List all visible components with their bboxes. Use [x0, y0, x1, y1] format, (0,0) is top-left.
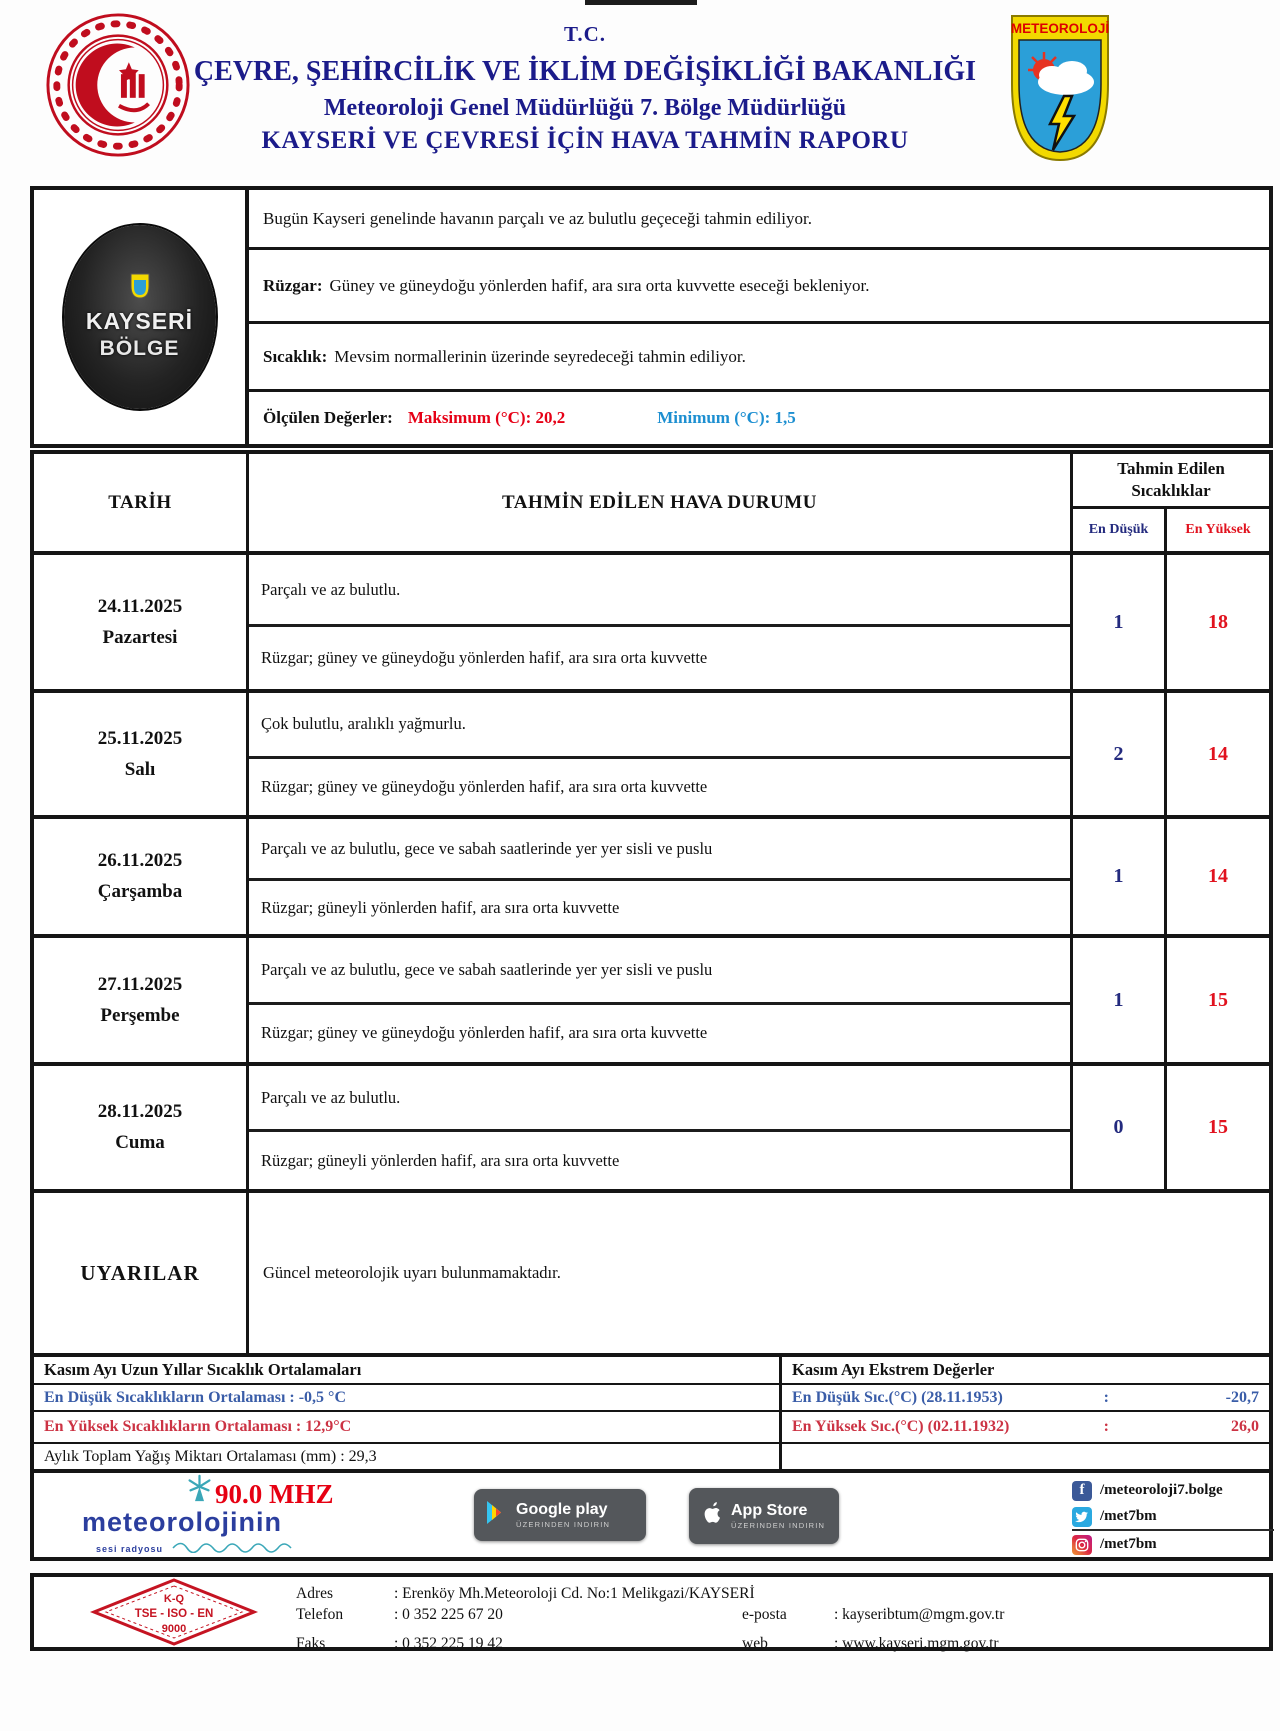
- wind-text: Güney ve güneydoğu yönlerden hafif, ara sıra orta kuvvette eseceği bekleniyor.: [329, 275, 870, 295]
- wind-label: Rüzgar:: [263, 275, 323, 295]
- row-date-cell: [34, 693, 249, 815]
- statistics-section: [30, 1353, 1273, 1473]
- row-day: Pazartesi: [102, 626, 178, 648]
- row-min-temp: 1: [1073, 819, 1167, 934]
- row-max-temp: 14: [1208, 865, 1228, 887]
- column-header-temps: [1073, 454, 1269, 551]
- phone-label: Telefon: [296, 1606, 344, 1623]
- row-max-temp: 14: [1208, 742, 1228, 765]
- stats-avg-high: En Yüksek Sıcaklıkların Ortalaması : 12,9°C: [34, 1410, 779, 1442]
- warnings-label: UYARILAR: [34, 1193, 249, 1353]
- kayseri-region-badge: [64, 225, 216, 409]
- forecast-table: [30, 450, 1273, 1357]
- twitter-row: [1072, 1504, 1274, 1531]
- row-wind-text: Rüzgar; güneyli yönlerden hafif, ara sıra orta kuvvette: [261, 897, 620, 917]
- row-date: 28.11.2025: [97, 1101, 183, 1122]
- tse-mid-text: TSE - ISO - EN: [134, 1608, 214, 1620]
- contact-details: [296, 1583, 1261, 1654]
- radio-logo: [82, 1476, 402, 1558]
- stats-avg-rain: Aylık Toplam Yağış Miktarı Ortalaması (mm) : 29,3: [34, 1442, 779, 1469]
- facebook-icon: f: [1072, 1481, 1092, 1501]
- government-emblem-icon: [44, 10, 192, 160]
- forecast-header-row: [34, 454, 1269, 551]
- instagram-icon: [1072, 1535, 1092, 1555]
- stats-empty-cell: [782, 1442, 1269, 1469]
- column-header-min: En Düşük: [1073, 509, 1167, 551]
- stats-right-column: [782, 1357, 1269, 1469]
- row-weather-text: Parçalı ve az bulutlu, gece ve sabah saatlerinde yer yer sisli ve puslu: [249, 938, 1070, 1005]
- app-store-badge: [689, 1488, 839, 1544]
- tse-certification-icon: [86, 1578, 262, 1646]
- summary-section: [30, 186, 1273, 448]
- email-label: e-posta: [742, 1606, 787, 1623]
- table-row: [34, 551, 1269, 689]
- column-header-max: En Yüksek: [1185, 522, 1251, 537]
- row-day: Çarşamba: [97, 881, 183, 902]
- row-weather-text: Parçalı ve az bulutlu.: [249, 555, 1070, 627]
- region-shield-icon: [130, 273, 150, 304]
- twitter-icon: [1072, 1507, 1092, 1527]
- column-header-temps-sub: [1073, 509, 1269, 551]
- app-store-subtitle: ÜZERINDEN INDIRIN: [731, 1521, 826, 1531]
- row-wind-text: Rüzgar; güney ve güneydoğu yönlerden hafif, ara sıra orta kuvvette: [261, 1023, 708, 1043]
- contact-phone-row: [296, 1604, 1261, 1625]
- antenna-star-icon: [186, 1474, 213, 1508]
- header-tc: T.C.: [563, 22, 607, 46]
- met-shield-label: METEOROLOJİ: [1010, 21, 1110, 36]
- header-titles: [190, 22, 980, 155]
- summary-general-row: [249, 190, 1269, 250]
- address-label: Adres: [296, 1585, 334, 1602]
- meteorology-shield-icon: [1008, 12, 1112, 164]
- temp-text: Mevsim normallerinin üzerinde seyredeceği tahmin ediliyor.: [334, 346, 746, 366]
- row-date: 24.11.2025: [97, 595, 183, 617]
- colon: :: [1103, 1418, 1109, 1435]
- measured-values-row: [249, 392, 1269, 444]
- row-max-temp: 15: [1208, 988, 1228, 1011]
- radio-script-squiggle: [171, 1539, 301, 1558]
- table-row: [34, 815, 1269, 934]
- row-date: 27.11.2025: [97, 973, 183, 995]
- fax-value: : 0 352 225 19 42: [394, 1635, 503, 1652]
- row-weather-cell: [249, 555, 1073, 689]
- region-badge-line2: BÖLGE: [99, 337, 180, 360]
- table-row: [34, 1062, 1269, 1189]
- row-wind-text: Rüzgar; güney ve güneydoğu yönlerden hafif, ara sıra orta kuvvette: [261, 776, 708, 796]
- region-badge-cell: [34, 190, 249, 444]
- stats-extreme-high-value: 26,0: [1231, 1418, 1259, 1435]
- row-date-cell: [34, 555, 249, 689]
- page-title: KAYSERİ VE ÇEVRESİ İÇİN HAVA TAHMİN RAPORU: [261, 127, 909, 154]
- google-play-badge: [474, 1489, 646, 1541]
- stats-extreme-low: [782, 1383, 1269, 1410]
- header-ministry: ÇEVRE, ŞEHİRCİLİK VE İKLİM DEĞİŞİKLİĞİ BAKANLIĞI: [193, 56, 977, 87]
- facebook-row: [1072, 1477, 1274, 1504]
- app-store-title: App Store: [731, 1501, 808, 1519]
- contact-fax-row: [296, 1633, 1261, 1654]
- summary-wind-row: [249, 250, 1269, 324]
- row-min-temp: 1: [1073, 555, 1167, 689]
- google-play-subtitle: ÜZERINDEN INDIRIN: [516, 1520, 611, 1530]
- row-min-temp: 1: [1073, 938, 1167, 1062]
- row-date-cell: [34, 819, 249, 934]
- row-day: Salı: [124, 758, 156, 780]
- stats-right-title: Kasım Ayı Ekstrem Değerler: [792, 1360, 995, 1379]
- row-weather-cell: [249, 693, 1073, 815]
- row-min-temp: 2: [1073, 693, 1167, 815]
- row-max-temp: 15: [1208, 1116, 1228, 1138]
- row-max-temp: 18: [1208, 610, 1228, 633]
- row-weather-text: Çok bulutlu, aralıklı yağmurlu.: [249, 693, 1070, 759]
- app-store-text: [731, 1502, 825, 1531]
- fax-label: Faks: [296, 1635, 326, 1652]
- social-links: [1072, 1477, 1274, 1558]
- column-header-date: TARİH: [34, 454, 249, 551]
- row-day: Perşembe: [100, 1004, 180, 1026]
- address-value: : Erenköy Mh.Meteoroloji Cd. No:1 Melikgazi/KAYSERİ: [394, 1585, 755, 1602]
- row-day: Cuma: [115, 1132, 165, 1153]
- summary-general-text: Bugün Kayseri genelinde havanın parçalı ve az bulutlu geçeceği tahmin ediliyor.: [263, 208, 813, 228]
- stats-extreme-low-value: -20,7: [1225, 1388, 1259, 1406]
- row-date: 25.11.2025: [97, 727, 183, 749]
- instagram-row: [1072, 1531, 1274, 1558]
- row-min-temp: 0: [1073, 1066, 1167, 1189]
- table-row: [34, 689, 1269, 815]
- table-row: [34, 934, 1269, 1062]
- column-header-weather: TAHMİN EDİLEN HAVA DURUMU: [249, 454, 1073, 551]
- row-date-cell: [34, 1066, 249, 1189]
- region-badge-line1: KAYSERİ: [85, 308, 194, 334]
- colon: :: [1103, 1388, 1109, 1406]
- row-weather-cell: [249, 819, 1073, 934]
- stats-left-title: Kasım Ayı Uzun Yıllar Sıcaklık Ortalamaları: [44, 1360, 362, 1379]
- tse-bottom-text: 9000: [161, 1623, 187, 1635]
- email-value: : kayseribtum@mgm.gov.tr: [834, 1606, 1005, 1623]
- temp-label: Sıcaklık:: [263, 346, 328, 366]
- contact-address-row: [296, 1583, 1261, 1604]
- measured-label: Ölçülen Değerler:: [263, 408, 393, 427]
- row-weather-cell: [249, 1066, 1073, 1189]
- instagram-handle: /met7bm: [1100, 1536, 1157, 1552]
- play-triangle-icon: [486, 1501, 506, 1529]
- stats-avg-low: En Düşük Sıcaklıkların Ortalaması : -0,5 °C: [34, 1383, 779, 1410]
- radio-name: meteorolojinin: [82, 1507, 283, 1537]
- row-date: 26.11.2025: [97, 850, 183, 871]
- row-date-cell: [34, 938, 249, 1062]
- promo-strip: [30, 1469, 1273, 1561]
- facebook-handle: /meteoroloji7.bolge: [1100, 1482, 1223, 1498]
- report-body: [30, 186, 1273, 1651]
- stats-left-column: [34, 1357, 782, 1469]
- measured-min-value: Minimum (°C): 1,5: [657, 408, 796, 427]
- warnings-row: [34, 1189, 1269, 1353]
- scan-artifact-mark: [585, 0, 697, 5]
- row-weather-text: Parçalı ve az bulutlu.: [249, 1066, 1070, 1132]
- measured-max-value: Maksimum (°C): 20,2: [407, 408, 566, 427]
- contact-section: [30, 1573, 1273, 1651]
- twitter-handle: /met7bm: [1100, 1508, 1157, 1524]
- header-directorate: Meteoroloji Genel Müdürlüğü 7. Bölge Müdürlüğü: [323, 95, 847, 121]
- tse-top-text: K-Q: [163, 1593, 185, 1605]
- row-wind-text: Rüzgar; güneyli yönlerden hafif, ara sıra orta kuvvette: [261, 1150, 620, 1170]
- web-label: web: [742, 1635, 768, 1652]
- row-weather-text: Parçalı ve az bulutlu, gece ve sabah saatlerinde yer yer sisli ve puslu: [249, 819, 1070, 881]
- google-play-title: Google play: [516, 1500, 608, 1518]
- stats-extreme-low-label: En Düşük Sıc.(°C) (28.11.1953): [792, 1388, 1003, 1406]
- google-play-text: [516, 1501, 610, 1530]
- radio-frequency: 90.0 MHZ: [215, 1479, 334, 1509]
- summary-temp-row: [249, 324, 1269, 392]
- stats-extreme-high: [782, 1410, 1269, 1442]
- stats-extreme-high-label: En Yüksek Sıc.(°C) (02.11.1932): [792, 1418, 1010, 1435]
- column-header-temps-title: Tahmin Edilen Sıcaklıklar: [1073, 454, 1269, 509]
- radio-subtitle: sesi radyosu: [96, 1543, 164, 1554]
- warnings-text: Güncel meteorolojik uyarı bulunmamaktadır.: [263, 1263, 561, 1282]
- apple-icon: [701, 1502, 721, 1531]
- section-gap: [30, 1561, 1273, 1573]
- web-value: : www.kayseri.mgm.gov.tr: [834, 1635, 999, 1652]
- phone-value: : 0 352 225 67 20: [394, 1606, 503, 1623]
- row-weather-cell: [249, 938, 1073, 1062]
- row-wind-text: Rüzgar; güney ve güneydoğu yönlerden hafif, ara sıra orta kuvvette: [261, 648, 708, 668]
